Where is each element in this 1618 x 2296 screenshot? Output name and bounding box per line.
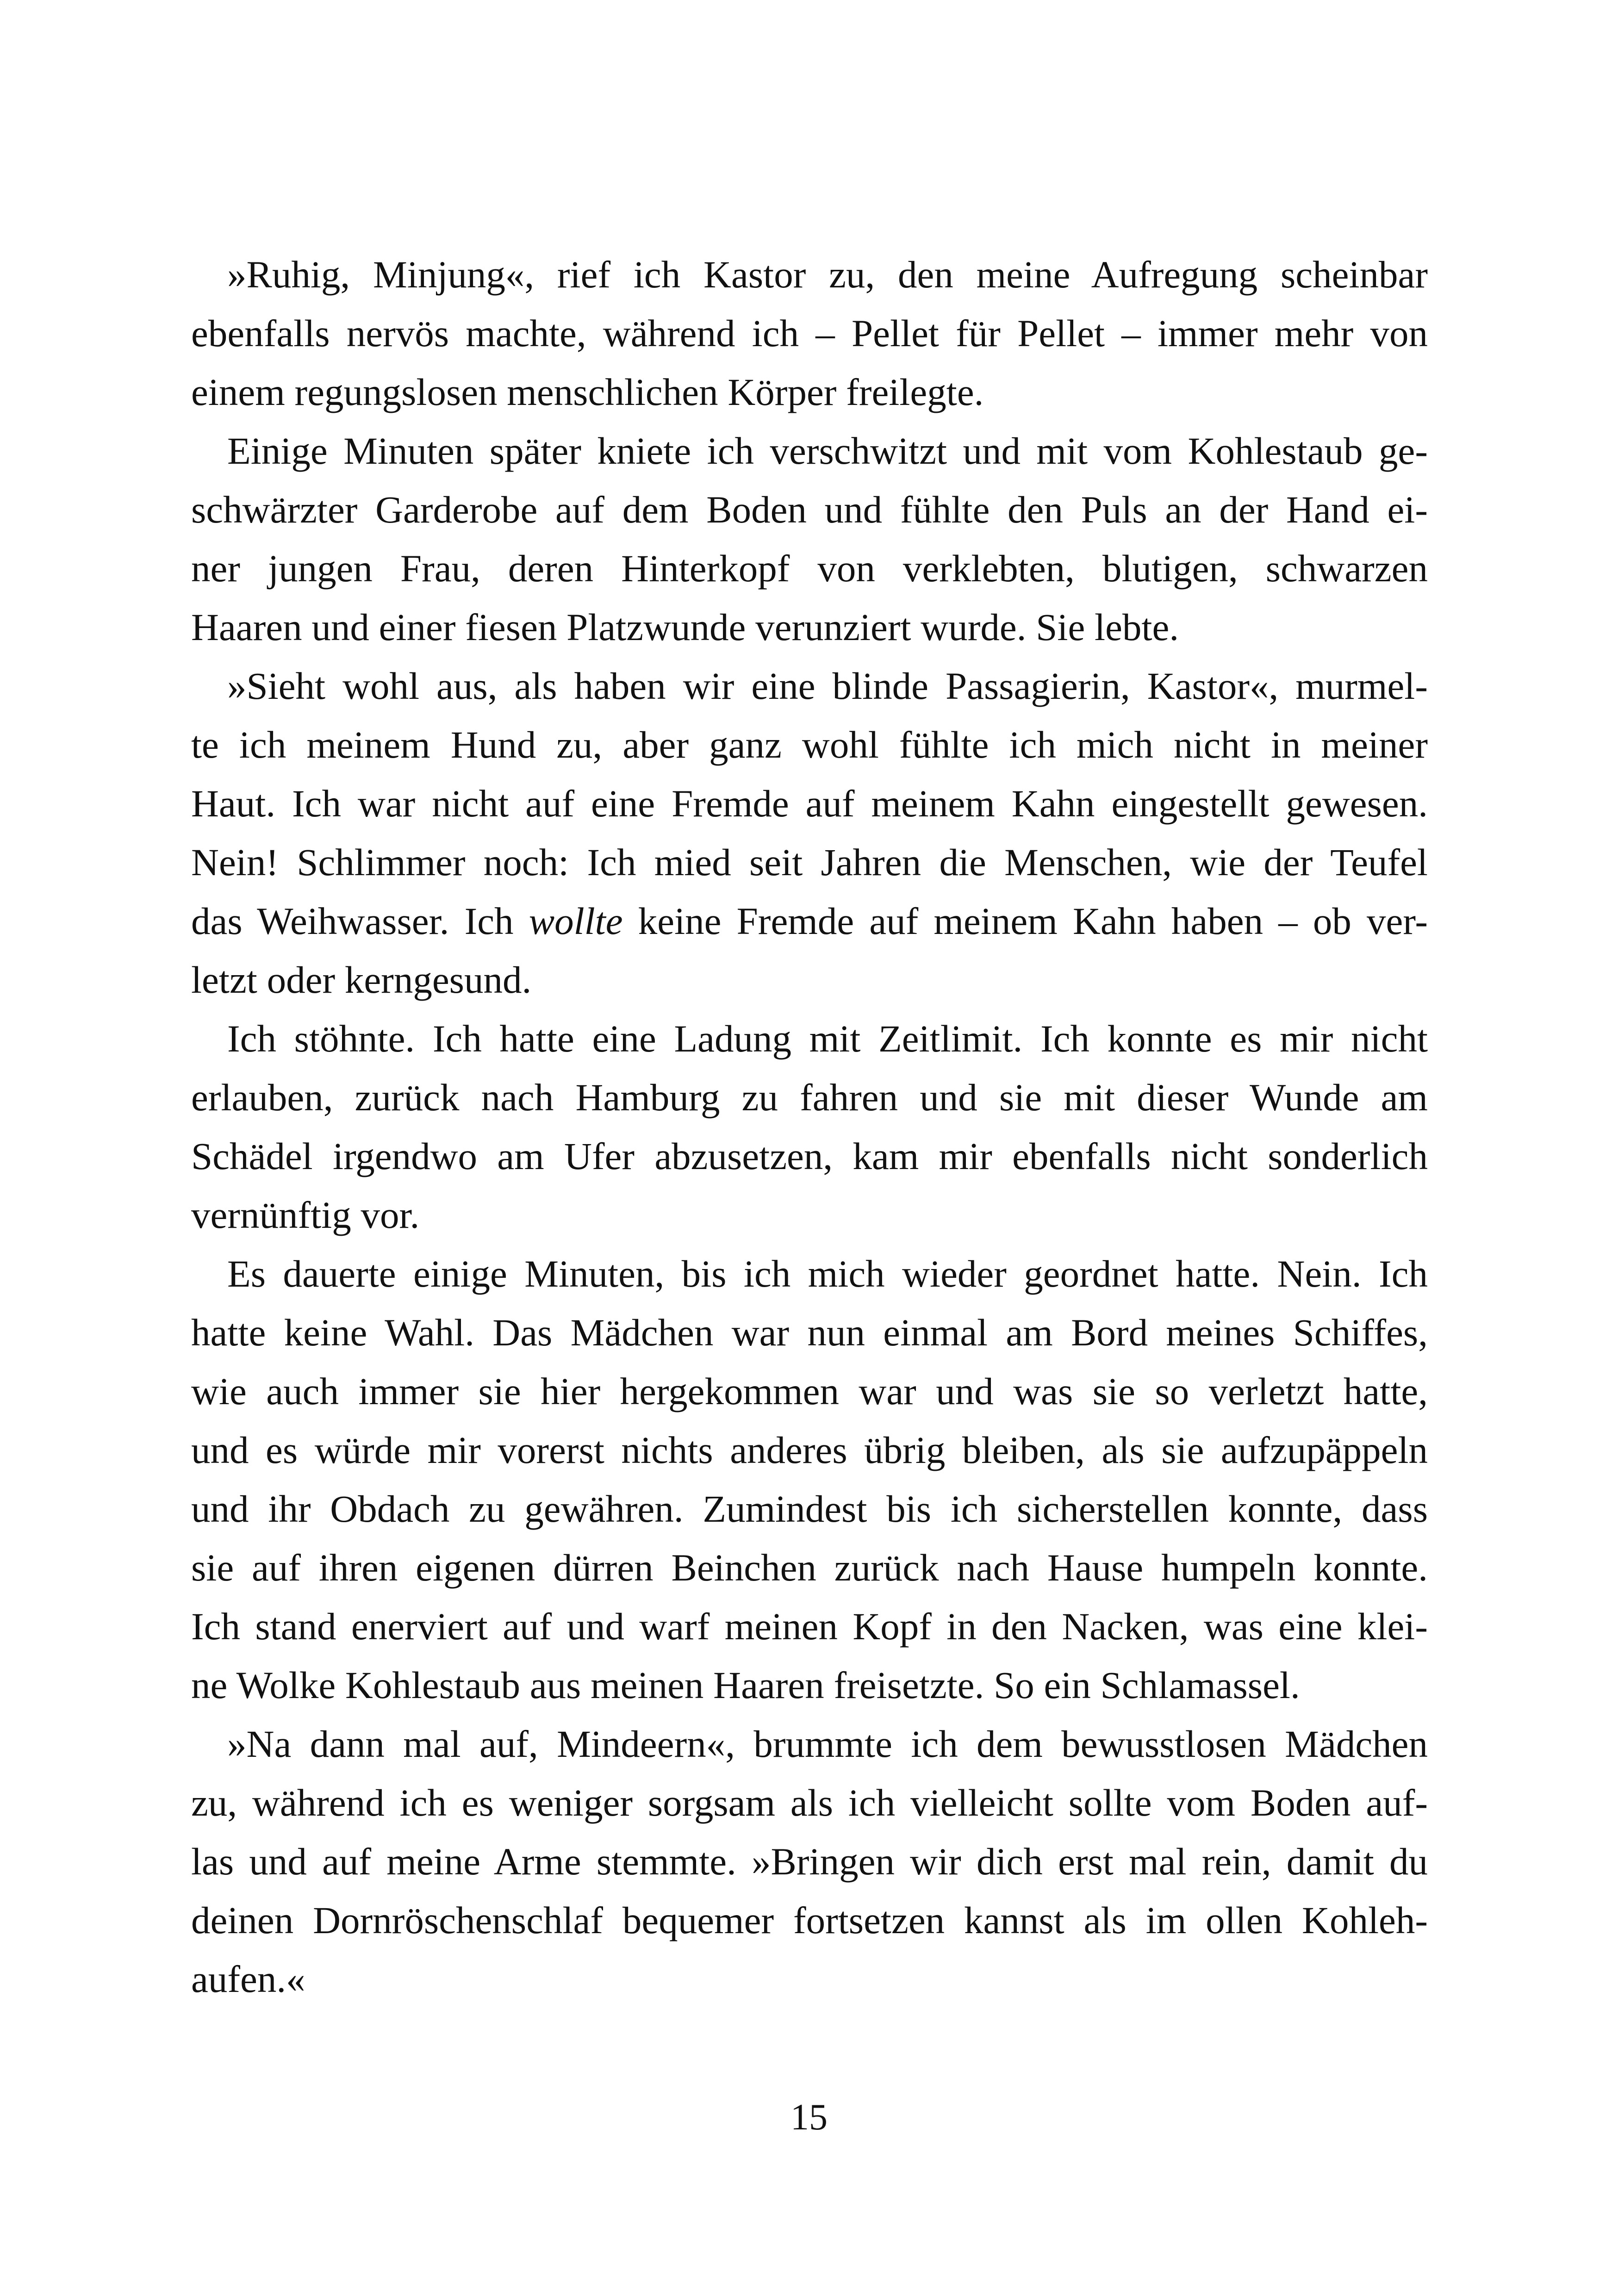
text-line: »Sieht wohl aus, als haben wir eine blinde Passagierin, Kastor«, murmel- [227,665,1428,707]
text-line: und es würde mir vorerst nichts anderes übrig bleiben, als sie aufzupäppeln [191,1429,1428,1471]
paragraph-3 [191,657,1428,1009]
text-line: deinen Dornröschenschlaf bequemer fortsetzen kannst als im ollen Kohleh- [191,1899,1428,1941]
paragraph-2 [191,422,1428,657]
text-line: las und auf meine Arme stemmte. »Bringen wir dich erst mal rein, damit du [191,1840,1428,1883]
text-line: »Na dann mal auf, Mindeern«, brummte ich dem bewusstlosen Mädchen [227,1723,1428,1765]
text-line: Einige Minuten später kniete ich verschwitzt und mit vom Kohlestaub ge- [227,429,1428,472]
text-line: wie auch immer sie hier hergekommen war und was sie so verletzt hatte, [191,1370,1428,1412]
paragraph-5 [191,1244,1428,1715]
text-line: ne Wolke Kohlestaub aus meinen Haaren freisetzte. So ein Schlamassel. [191,1664,1300,1706]
text-line: Schädel irgendwo am Ufer abzusetzen, kam mir ebenfalls nicht sonderlich [191,1135,1428,1177]
text-line: ner jungen Frau, deren Hinterkopf von verklebten, blutigen, schwarzen [191,547,1428,590]
paragraph-4 [191,1009,1428,1244]
text-line: letzt oder kerngesund. [191,958,532,1001]
text-line: hatte keine Wahl. Das Mädchen war nun einmal am Bord meines Schiffes, [191,1311,1428,1354]
text-line: te ich meinem Hund zu, aber ganz wohl fühlte ich mich nicht in meiner [191,723,1428,766]
text-line: Ich stand enerviert auf und warf meinen Kopf in den Nacken, was eine klei- [191,1605,1428,1648]
text-line: Nein! Schlimmer noch: Ich mied seit Jahren die Menschen, wie der Teufel [191,841,1428,884]
text-line: schwärzter Garderobe auf dem Boden und fühlte den Puls an der Hand ei- [191,488,1428,531]
text-line: Es dauerte einige Minuten, bis ich mich wieder geordnet hatte. Nein. Ich [227,1252,1428,1295]
text-line: Haut. Ich war nicht auf eine Fremde auf meinem Kahn eingestellt gewesen. [191,782,1428,825]
text-line: »Ruhig, Minjung«, rief ich Kastor zu, den meine Aufregung scheinbar [227,253,1428,296]
text-line: aufen.« [191,1958,305,2000]
paragraph-1 [191,245,1428,422]
text-line: zu, während ich es weniger sorgsam als ich vielleicht sollte vom Boden auf- [191,1781,1428,1824]
emphasized-word: wollte [529,900,623,942]
text-line: Haaren und einer fiesen Platzwunde verunziert wurde. Sie lebte. [191,606,1179,648]
text-line: erlauben, zurück nach Hamburg zu fahren und sie mit dieser Wunde am [191,1076,1428,1119]
text-line: ebenfalls nervös machte, während ich – Pellet für Pellet – immer mehr von [191,312,1428,355]
text-segment: keine Fremde auf meinem Kahn haben – ob ver- [622,900,1428,942]
text-line: und ihr Obdach zu gewähren. Zumindest bis ich sicherstellen konnte, dass [191,1487,1428,1530]
page-number: 15 [790,2097,828,2138]
text-line: Ich stöhnte. Ich hatte eine Ladung mit Zeitlimit. Ich konnte es mir nicht [227,1017,1428,1060]
paragraph-6 [191,1715,1428,2009]
body-text [191,245,1428,2009]
text-line: sie auf ihren eigenen dürren Beinchen zurück nach Hause humpeln konnte. [191,1546,1428,1589]
text-line: vernünftig vor. [191,1194,420,1236]
text-line-with-emphasis [191,892,1428,951]
text-line: einem regungslosen menschlichen Körper freilegte. [191,371,984,413]
text-segment: das Weihwasser. Ich [191,900,529,942]
